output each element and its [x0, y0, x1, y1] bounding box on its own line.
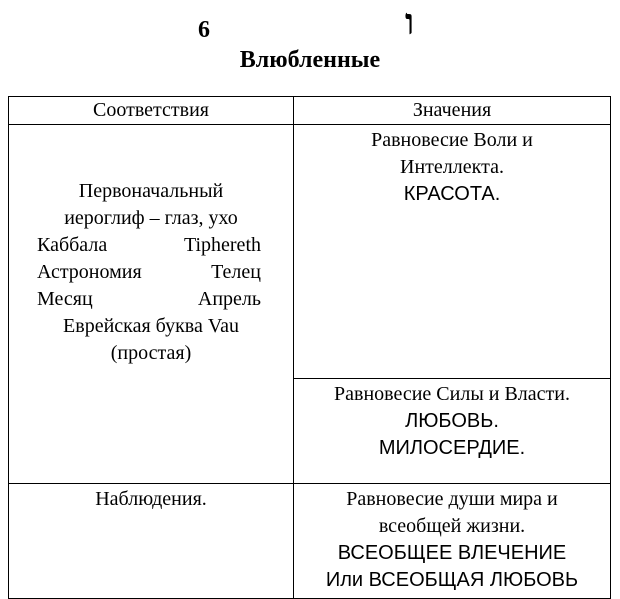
pair-value: Телец — [211, 260, 261, 283]
astronomy-pair — [13, 259, 289, 286]
correspondence-table — [8, 96, 611, 599]
table-row — [9, 125, 611, 379]
column-header-correspondences: Соответствия — [9, 97, 294, 125]
meaning-cell-2 — [294, 379, 611, 484]
pair-label: Астрономия — [37, 260, 142, 283]
text-line: Равновесие души мира и — [346, 488, 558, 510]
pair-value: Tiphereth — [183, 233, 261, 256]
observations-cell: Наблюдения. — [9, 484, 294, 599]
text-line-caps: КРАСОТА. — [403, 183, 501, 205]
hebrew-letter: ו — [405, 2, 415, 42]
pair-label: Каббала — [37, 233, 108, 256]
text-line-caps: ЛЮБОВЬ. — [405, 410, 499, 433]
meaning-cell-1 — [294, 125, 611, 379]
text-line: Равновесие Воли и — [371, 129, 533, 151]
column-header-meanings: Значения — [294, 97, 611, 125]
text-line: Равновесие Силы и Власти. — [334, 383, 570, 406]
kabbalah-pair — [13, 232, 289, 259]
pair-label: Месяц — [37, 287, 93, 310]
month-pair — [13, 286, 289, 313]
pair-value: Апрель — [197, 287, 261, 310]
text-line: (простая) — [110, 341, 192, 364]
table-header-row — [9, 97, 611, 125]
text-line-caps: МИЛОСЕРДИЕ. — [378, 437, 526, 460]
arcana-number: 6 — [198, 17, 210, 43]
text-line: Первоначальный — [78, 179, 224, 202]
page-title: Влюбленные — [239, 47, 381, 73]
correspondences-cell — [9, 125, 294, 484]
meaning-cell-3 — [294, 484, 611, 599]
table-row — [9, 484, 611, 599]
text-line: Еврейская буква Vau — [63, 314, 239, 337]
text-line: Интеллекта. — [400, 156, 504, 178]
text-line-caps: Или ВСЕОБЩАЯ ЛЮБОВЬ — [325, 569, 579, 591]
text-line: иероглиф – глаз, ухо — [64, 206, 238, 229]
text-line: всеобщей жизни. — [378, 515, 526, 537]
text-line-caps: ВСЕОБЩЕЕ ВЛЕЧЕНИЕ — [337, 542, 567, 564]
